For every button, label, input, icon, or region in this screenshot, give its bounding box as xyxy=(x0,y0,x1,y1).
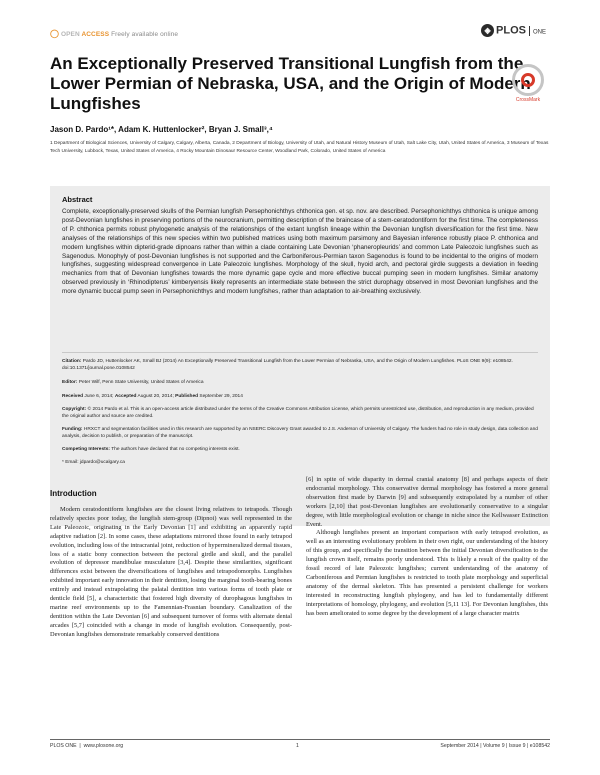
open-access-badge xyxy=(50,29,178,38)
competing-text: The authors have declared that no competing interests exist. xyxy=(111,447,240,452)
received-date: June 6, 2014; xyxy=(84,394,114,399)
email-line[interactable]: * Email: jdpardo@ucalgary.ca xyxy=(62,460,125,465)
crossmark-label: CrossMark xyxy=(515,97,541,103)
left-column xyxy=(50,506,292,640)
abstract-text: Complete, exceptionally-preserved skulls of the Permian lungfish Persephonichthys chthonica gen. et sp. nov. are described. Persephonichthys chthonica is unique among post-Devonian lungfishes in preserving portions of the neurocranium, permitting description of the braincase of a stem-ceratodontiform for the first time. The completeness of P. chthonica permits robust phylogenetic analysis of the relationships of the extant lungfish lineage within the Devonian lungfish diversification for the first time. New analyses of the relationships of this new species within two published matrices using both maximum parsimony and Bayesian inference robustly place P. chthonica and modern lungfishes within dipterid-grade dipnoans rather than within a clade containing Late Devonian ‘phaneropleurids’ and common Late Paleozoic lungfishes such as Sagenodus. Monophyly of post-Devonian lungfishes is not supported and the Carboniferous-Permian taxon Sagenodus is found to be incidental to the origins of modern lungfishes, suggesting widespread convergence in Late Paleozoic lungfishes. Morphology of the skull, hyoid arch, and pectoral girdle suggests a deviation in feeding mechanics from that of Devonian lungfishes towards the more dynamic gape cycle and more effective buccal pumping seen in modern lungfishes. Similar anatomy observed previously in ‘Rhinodipterus’ kimberyensis likely represents an intermediate state between the strict durophagy observed in most Devonian lungfishes and the more dynamic buccal pump seen in Persephonichthys and modern lungfishes, rather than adaptation to air-breathing exclusively. xyxy=(62,208,538,296)
open-label: OPEN xyxy=(60,31,80,38)
access-label: ACCESS xyxy=(81,31,110,38)
journal-logo-text: PLOS xyxy=(496,24,526,37)
logo-divider xyxy=(529,26,530,36)
funding-line xyxy=(62,426,538,440)
introduction-heading: Introduction xyxy=(50,489,97,498)
open-lock-icon: ◯ xyxy=(50,29,60,38)
left-paragraph: Modern ceratodontiform lungfishes are the closest living relatives to tetrapods. Though relatively species poor today, the lungfish stem-group (Dipnoi) was well represented in the Late Paleozoic, originating in the Early Devonian [1] and exhibiting an apparently rapid adaptive radiation [2]. In some cases, these adaptations mirrored those found in early tetrapod evolution, including loss of the intracranial joint, reduction of hypermineralized dermal tissues, loss of a static bony connection between the pectoral girdle and skull, and the parallel evolution of depressor mandibulae musculature [3,4]. Despite these similarities, significant differences exist between the diversifications of lungfishes and tetrapodomorphs. Lungfishes exhibited important early innovation in their dentition, losing the marginal tooth-bearing bones entirely and instead extrapolating the palatal dentition into various forms of tooth plate or denticle field [5], a characteristic that fostered high diversity of durophagous lungfishes in marine reef environments up to the Famennian-Frasnian boundary. Canalization of the dentition within the Late Devonian [6] and subsequent turnover of forms with alternate dental arcades [5,7] coincided with a change in mode of lungfish evolution. Consequently, post-Devonian lungfishes demonstrate remarkably conserved dentitions xyxy=(50,506,292,638)
plos-logo-icon: ◈ xyxy=(481,24,494,37)
footer-url[interactable]: www.plosone.org xyxy=(83,743,124,749)
footer-journal-name: PLOS ONE xyxy=(50,743,77,749)
citation-text: Pardo JD, Huttenlocker AK, Small BJ (2014) An Exceptionally Preserved Transitional Lungfish from the Lower Permian of Nebraska, USA, and the Origin of Modern Lungfishes. PLoS ONE 9(9): e108542. doi:10.1371/journal.pone.0108542 xyxy=(62,359,513,371)
copyright-line xyxy=(62,406,538,420)
journal-logo xyxy=(481,24,546,37)
editor-text: Peter Wilf, Penn State University, United States of America xyxy=(78,380,204,385)
footer-journal: PLOS ONE | www.plosone.org xyxy=(50,743,124,749)
journal-sub-text: ONE xyxy=(532,29,546,36)
published-date: September 29, 2014 xyxy=(199,394,243,399)
accepted-label: Accepted xyxy=(114,394,137,399)
citation-line xyxy=(62,358,538,372)
copyright-text: © 2014 Pardo et al. This is an open-access article distributed under the terms of the Creative Commons Attribution License, which permits unrestricted use, distribution, and reproduction in any medium, provided the original author and source are credited. xyxy=(62,407,534,419)
right-column xyxy=(306,476,548,619)
funding-label: Funding: xyxy=(62,427,83,432)
article-title: An Exceptionally Preserved Transitional Lungfish from the Lower Permian of Nebraska, USA, and the Origin of Modern Lungfishes xyxy=(50,54,531,113)
editor-line xyxy=(62,379,538,386)
accepted-date: August 20, 2014; xyxy=(137,394,174,399)
competing-interests-line xyxy=(62,446,538,453)
right-paragraph: Although lungfishes present an important comparison with early tetrapod evolution, as well as an interesting evolutionary problem in their own right, our understanding of the history of this group, and specifically the transition between the initial Devonian diversification to the lungfish crown itself, remains poorly understood. This is likely a result of the quality of the fossil record of late Paleozoic lungfishes; current understanding of the anatomy of Carboniferous and Permian lungfishes is restricted to tooth plate morphology and superficial anatomy of the dermal skeleton. This has presented a persistent challenge for workers interested in reconstructing lungfish phylogeny, and has led to fundamentally different interpretations of homology, phylogeny, and evolution [5,11 13]. For Devonian lungfishes, this has been ameliorated to some degree by the development of a large character matrix xyxy=(306,529,548,617)
affiliations: 1 Department of Biological Sciences, University of Calgary, Calgary, Alberta, Canada, 2 Department of Biology, University of Utah, and Natural History Museum of Utah, Salt Lake City, Utah, United States of America, 3 Museum of Texas Tech University, Lubbock, Texas, United States of America, 4 Rocky Mountain Dinosaur Resource Center, Woodland Park, Colorado, United States of America xyxy=(50,141,549,154)
footer-page-number: 1 xyxy=(296,743,299,749)
abstract-heading: Abstract xyxy=(62,195,93,204)
copyright-label: Copyright: xyxy=(62,407,87,412)
received-label: Received xyxy=(62,394,84,399)
footer-divider xyxy=(50,739,550,740)
crossmark-icon xyxy=(512,64,544,96)
citation-label: Citation: xyxy=(62,359,82,364)
dates-line xyxy=(62,393,538,400)
footer-issue: September 2014 | Volume 9 | Issue 9 | e108542 xyxy=(440,743,550,749)
funding-text: HRXCT and segmentation facilities used in this research are supported by an NSERC Discovery Grant awarded to J.S. Anderson of University of Calgary. The funders had no role in study design, data collection and analysis, decision to publish, or preparation of the manuscript. xyxy=(62,427,538,439)
competing-label: Competing Interests: xyxy=(62,447,110,452)
right-paragraph: [6] in spite of wide disparity in dermal cranial anatomy [8] and perhaps aspects of their endocranial morphology. This conservative dermal morphology has fostered a more general observation first made by Darwin [9] and subsequently extrapolated by a number of other workers [2,10] that post-Devonian lungfishes are evolutionarily conservative to a singular degree, with little morphological evolution or change in niche since the Kellwasser Extinction Event. xyxy=(306,476,548,528)
freely-available-label: Freely available online xyxy=(111,31,179,38)
editor-label: Editor: xyxy=(62,380,78,385)
abstract-divider xyxy=(62,352,538,353)
crossmark-badge[interactable] xyxy=(508,64,548,103)
author-list: Jason D. Pardo¹*, Adam K. Huttenlocker², Bryan J. Small³,⁴ xyxy=(50,125,273,134)
published-label: Published xyxy=(175,394,199,399)
abstract-box xyxy=(50,186,550,526)
